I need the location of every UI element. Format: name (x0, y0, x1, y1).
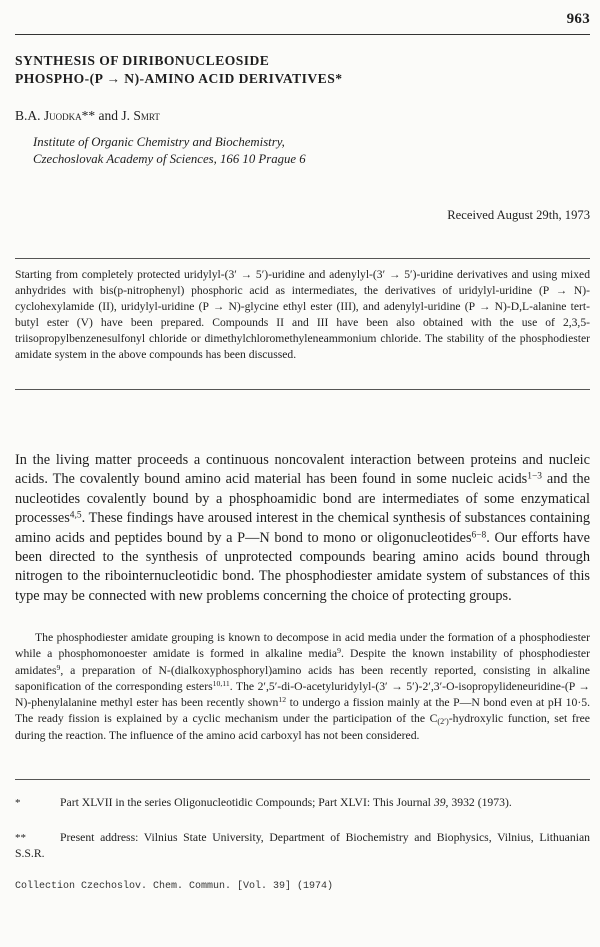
author-conjunction: and (98, 108, 122, 123)
intro-text-1: In the living matter proceeds a continuous noncovalent interaction between proteins and nucleic acids. The covalently bound amino acid material has been found in some nucleic acids (15, 452, 590, 488)
intro-text-3: . These findings have aroused interest in the chemical synthesis of substances containing amino acids and peptides bound by a P—N bond to mono or oligonucleotides (15, 510, 590, 546)
paper-title (15, 52, 342, 88)
intro-text-4: . Our efforts have been directed to the synthesis of unprotected compounds bearing amino acids bound through nitrogen to the ribointernucleotidic bond. The phosphodiester amidate system of substances of this type may be connected with new problems concerning the choice of protecting groups. (15, 529, 591, 604)
body-ref-2: 9 (56, 662, 61, 672)
author-2-surname: Smrt (133, 108, 160, 123)
body-text-6: -hydroxylic function, set free during the reaction. The influence of the amino acid carboxyl has not been considered. (15, 712, 590, 742)
body-paragraph (15, 630, 590, 744)
header-rule (15, 34, 590, 35)
intro-ref-2: 4,5 (69, 510, 82, 521)
footnote-1 (15, 795, 590, 811)
body-ref-1: 9 (337, 646, 341, 656)
footnote-1-text-a: Part XLVII in the series Oligonucleotidic Compounds; Part XLVI: This Journal (60, 796, 434, 809)
affiliation (33, 134, 306, 168)
footnote-rule (15, 779, 590, 780)
body-text-2: . Despite the known instability of phosphodiester amidates (15, 647, 591, 677)
intro-ref-3: 6−8 (471, 529, 487, 540)
footnote-2 (15, 830, 590, 863)
body-text-1: The phosphodiester amidate grouping is known to decompose in acid media under the formation of a phosphodiester while a phosphomonoester amidate is formed in alkaline media (15, 631, 590, 661)
page-number: 963 (566, 11, 590, 27)
intro-paragraph (15, 451, 590, 606)
body-subscript: (2′) (437, 717, 449, 727)
author-1-initials: B.A. (15, 108, 44, 123)
intro-ref-1: 1−3 (527, 471, 542, 482)
journal-footer: Collection Czechoslov. Chem. Commun. [Vol. 39] (1974) (15, 881, 334, 892)
abstract-box (15, 258, 590, 390)
footnote-1-mark: * (15, 797, 21, 809)
title-line-1: SYNTHESIS OF DIRIBONUCLEOSIDE (15, 53, 270, 68)
received-date: Received August 29th, 1973 (447, 208, 590, 222)
body-text-3: , a preparation of N-(dialkoxyphosphoryl)amino acids has been recently reported, consisting in alkaline saponification of the corresponding esters (15, 663, 590, 693)
intro-text-2: and the nucleotides covalently bound by a phosphoamidic bond are intermediates of some enzymatical processes (15, 471, 590, 527)
footnote-1-text-b: , 3932 (1973). (445, 796, 512, 809)
affiliation-line-1: Institute of Organic Chemistry and Biochemistry, (33, 135, 285, 149)
body-text-4: . The 2′,5′-di-O-acetyluridylyl-(3′ → 5′)-2′,3′-O-isopropylideneuridine-(P → N)-phenylalanine methyl ester has been recently shown (15, 679, 590, 710)
body-ref-4: 12 (278, 695, 287, 705)
footnote-2-text: Present address: Vilnius State University, Department of Biochemistry and Biophysics, Vilnius, Lithuanian S.S.R. (15, 831, 590, 861)
affiliation-line-2: Czechoslovak Academy of Sciences, 166 10 Prague 6 (33, 152, 306, 166)
abstract-text: Starting from completely protected uridylyl-(3′ → 5′)-uridine and adenylyl-(3′ → 5′)-uridine derivatives and using mixed anhydrides with bis(p-nitrophenyl) phosphoric acid as intermediates, the derivatives of uridylyl-uridine (P → N)-cyclohexylamide (II), uridylyl-uridine (P → N)-glycine ethyl ester (III), and adenylyl-uridine (P → N)-D,L-alanine tert-butyl ester (V) have been prepared. Compounds II and III have been also obtained with the use of 2,3,5-triisopropylbenzenesulfonyl chloride or dimethylchloromethyleneammonium chloride. The stability of the phosphodiester amidate system in the above compounds has been discussed. (15, 268, 590, 362)
body-text-5: to undergo a fission mainly at the P—N bond even at pH 10·5. The ready fission is explained by a cyclic mechanism under the participation of the C (15, 696, 590, 726)
author-1-footnote-mark: ** (81, 108, 99, 123)
author-2-initials: J. (121, 108, 134, 123)
author-1-surname: Juodka (43, 108, 82, 123)
body-ref-3: 10,11 (212, 679, 230, 689)
author-line (15, 108, 160, 124)
title-line-2: PHOSPHO-(P → N)-AMINO ACID DERIVATIVES* (15, 71, 343, 86)
footnote-2-mark: ** (15, 832, 26, 844)
footnote-1-volume: 39 (433, 796, 446, 809)
